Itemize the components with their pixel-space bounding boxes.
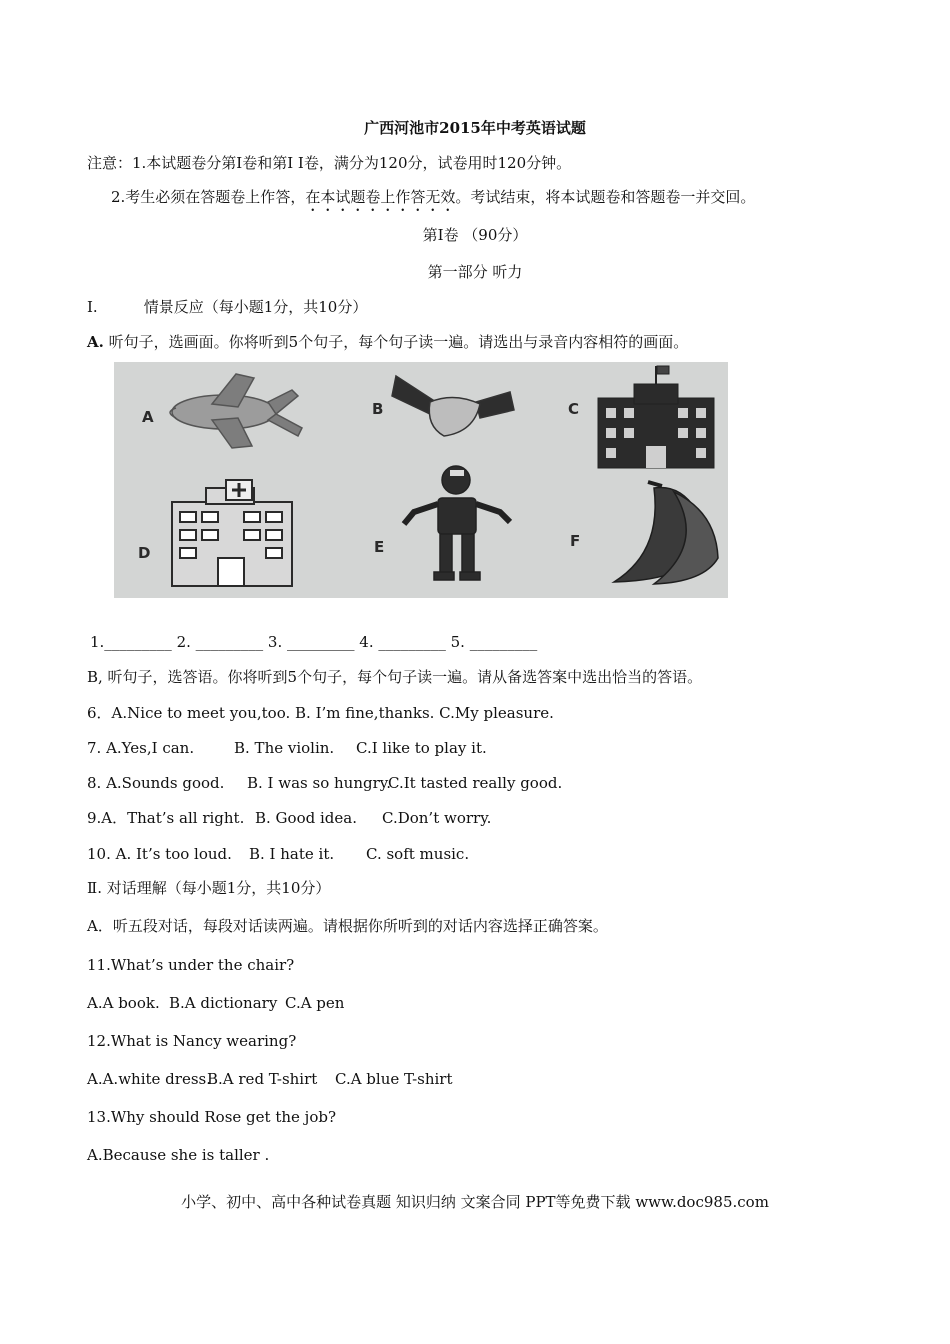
- question-9: [87, 808, 491, 828]
- image-label-d: D: [138, 544, 151, 562]
- question-12: 12.What is Nancy wearing?: [87, 1032, 297, 1050]
- question-11: 11.What’s under the chair?: [87, 956, 295, 974]
- part-heading: 第一部分 听力: [427, 263, 523, 281]
- question-13-a: A.Because she is taller .: [87, 1146, 270, 1164]
- question-10-a: 10. A. It’s too loud.: [87, 845, 232, 863]
- note-2: [111, 187, 755, 215]
- question-11-options: [87, 993, 344, 1013]
- question-8-a: 8. A.Sounds good.: [87, 774, 225, 792]
- image-label-a: A: [142, 408, 154, 426]
- section-a-label: A.: [87, 333, 104, 351]
- section-2-heading: Ⅱ. 对话理解（每小题1分，共10分）: [87, 879, 331, 897]
- question-9-b: B. Good idea.: [255, 809, 357, 827]
- question-7: [87, 738, 487, 758]
- image-label-b: B: [372, 400, 384, 418]
- handshake-icon: [392, 376, 514, 436]
- hospital-icon: [172, 480, 292, 586]
- question-8: [87, 773, 562, 793]
- question-13: 13.Why should Rose get the job?: [87, 1108, 336, 1126]
- note-2-emphasis: 在本试题卷上作答无效: [305, 188, 456, 206]
- question-11-b: B.A dictionary: [169, 994, 278, 1012]
- question-12-a: A.A.white dress.: [87, 1070, 211, 1088]
- note-2-pre: 2.考生必须在答题卷上作答，: [111, 188, 306, 206]
- question-7-b: B. The violin.: [234, 739, 335, 757]
- page-footer: 小学、初中、高中各种试卷真题 知识归纳 文案合同 PPT等免费下载 www.doc985.com: [181, 1193, 769, 1211]
- question-10-b: B. I hate it.: [249, 845, 335, 863]
- question-9-c: C.Don’t worry.: [382, 809, 492, 827]
- question-8-c: C.It tasted really good.: [388, 774, 563, 792]
- section-1-heading: [87, 297, 367, 317]
- section-1-title: 情景反应（每小题1分，共10分）: [143, 298, 368, 316]
- section-a-instructions: [87, 332, 688, 352]
- bananas-icon: [614, 482, 718, 584]
- picture-options-image: [114, 362, 728, 598]
- exam-title: 广西河池市2015年中考英语试题: [364, 119, 586, 137]
- question-8-b: B. I was so hungry.: [247, 774, 392, 792]
- section-b-instructions: B, 听句子，选答语。你将听到5个句子，每个句子读一遍。请从备选答案中选出恰当的答语。: [87, 668, 703, 686]
- image-label-e: E: [374, 538, 385, 556]
- question-10-c: C. soft music.: [366, 845, 470, 863]
- note-1: 注意：1.本试题卷分第I卷和第I I卷，满分为120分，试卷用时120分钟。: [87, 154, 572, 172]
- question-11-c: C.A pen: [285, 994, 345, 1012]
- question-6: 6．A.Nice to meet you,too. B. I’m fine,thanks. C.My pleasure.: [87, 704, 554, 722]
- image-label-c: C: [568, 400, 580, 418]
- question-10: [87, 844, 469, 864]
- robot-icon: [404, 466, 510, 580]
- answer-blanks: 1._________ 2. _________ 3. _________ 4. _________ 5. _________: [90, 633, 538, 651]
- school-building-icon: [598, 366, 714, 468]
- question-9-a: 9.A．That’s all right.: [87, 809, 245, 827]
- volume-heading: 第I卷 （90分）: [422, 226, 528, 244]
- question-7-a: 7. A.Yes,I can.: [87, 739, 195, 757]
- image-label-f: F: [570, 532, 581, 550]
- question-12-b: B.A red T-shirt: [207, 1070, 318, 1088]
- note-2-post: 。考试结束，将本试题卷和答题卷一并交回。: [455, 188, 756, 206]
- question-7-c: C.I like to play it.: [356, 739, 487, 757]
- question-12-options: [87, 1069, 453, 1089]
- question-12-c: C.A blue T-shirt: [335, 1070, 453, 1088]
- section-1-num: I.: [87, 298, 98, 316]
- airplane-icon: [170, 374, 302, 448]
- question-11-a: A.A book.: [87, 994, 160, 1012]
- section-a-text: 听句子，选画面。你将听到5个句子，每个句子读一遍。请选出与录音内容相符的画面。: [108, 333, 689, 351]
- section-2a-instructions: A．听五段对话，每段对话读两遍。请根据你所听到的对话内容选择正确答案。: [87, 917, 608, 935]
